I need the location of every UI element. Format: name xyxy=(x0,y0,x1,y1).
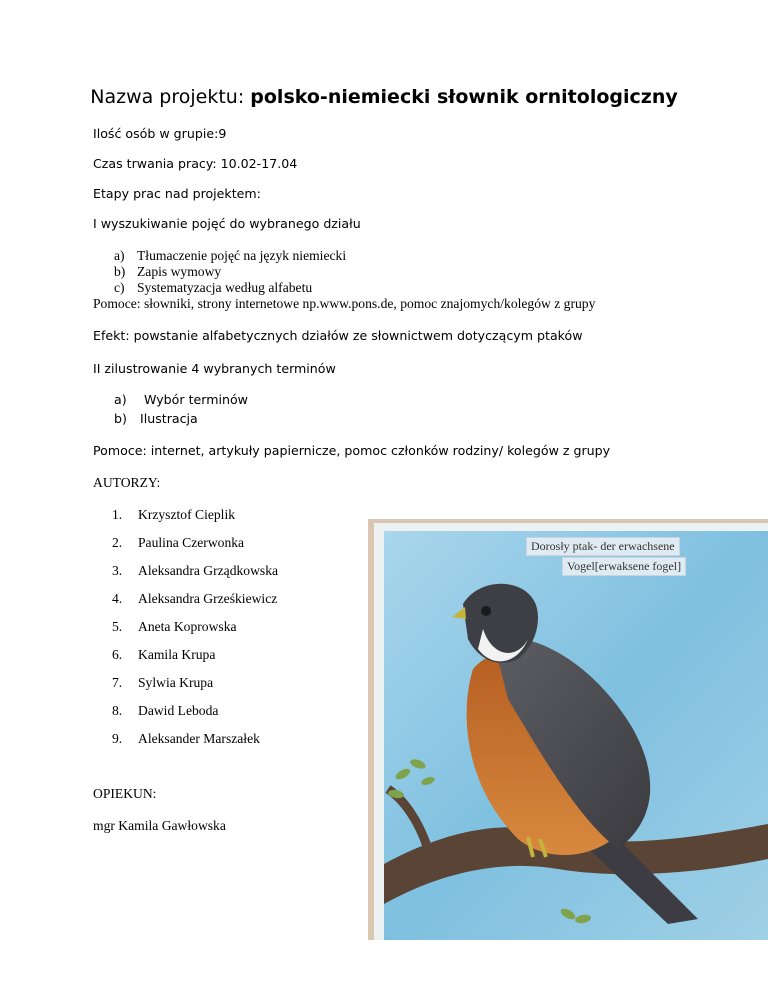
author-item: 4. Aleksandra Grześkiewicz xyxy=(112,591,278,606)
list-item: b) Ilustracja xyxy=(114,411,198,426)
author-item: 9. Aleksander Marszałek xyxy=(112,731,260,746)
title-prefix: Nazwa projektu: xyxy=(90,86,251,108)
bird-illustration-photo xyxy=(368,519,768,940)
author-item: 8. Dawid Leboda xyxy=(112,703,219,718)
stage1-aids: Pomoce: słowniki, strony internetowe np.www.pons.de, pomoc znajomych/kolegów z grupy xyxy=(93,296,596,311)
stage1-effect: Efekt: powstanie alfabetycznych działów ze słownictwem dotyczącym ptaków xyxy=(93,328,583,343)
group-size: Ilość osób w grupie:9 xyxy=(93,126,227,141)
author-item: 6. Kamila Krupa xyxy=(112,647,216,662)
title-name: polsko-niemiecki słownik ornitologiczny xyxy=(250,86,678,108)
list-item: a) Wybór terminów xyxy=(114,392,248,407)
author-item: 1. Krzysztof Cieplik xyxy=(112,507,236,522)
project-title xyxy=(0,86,768,108)
supervisor-name: mgr Kamila Gawłowska xyxy=(93,818,226,833)
authors-heading: AUTORZY: xyxy=(93,475,161,490)
photo-caption-line2: Vogel[erwaksene fogel] xyxy=(562,557,686,576)
list-item: c) Systematyzacja według alfabetu xyxy=(114,280,313,295)
bird-drawing xyxy=(368,519,768,940)
stages-heading: Etapy prac nad projektem: xyxy=(93,186,261,201)
author-item: 5. Aneta Koprowska xyxy=(112,619,237,634)
stage2-aids: Pomoce: internet, artykuły papiernicze, pomoc członków rodziny/ kolegów z grupy xyxy=(93,443,611,458)
duration: Czas trwania pracy: 10.02-17.04 xyxy=(93,156,298,171)
stage1-heading: I wyszukiwanie pojęć do wybranego działu xyxy=(93,216,361,231)
list-item: a) Tłumaczenie pojęć na język niemiecki xyxy=(114,248,347,263)
stage2-heading: II zilustrowanie 4 wybranych terminów xyxy=(93,361,336,376)
author-item: 3. Aleksandra Grządkowska xyxy=(112,563,279,578)
author-item: 7. Sylwia Krupa xyxy=(112,675,214,690)
supervisor-heading: OPIEKUN: xyxy=(93,786,157,801)
bird-eye xyxy=(481,606,491,616)
list-item: b) Zapis wymowy xyxy=(114,264,222,279)
photo-caption-line1: Dorosły ptak- der erwachsene xyxy=(526,537,680,556)
author-item: 2. Paulina Czerwonka xyxy=(112,535,245,550)
